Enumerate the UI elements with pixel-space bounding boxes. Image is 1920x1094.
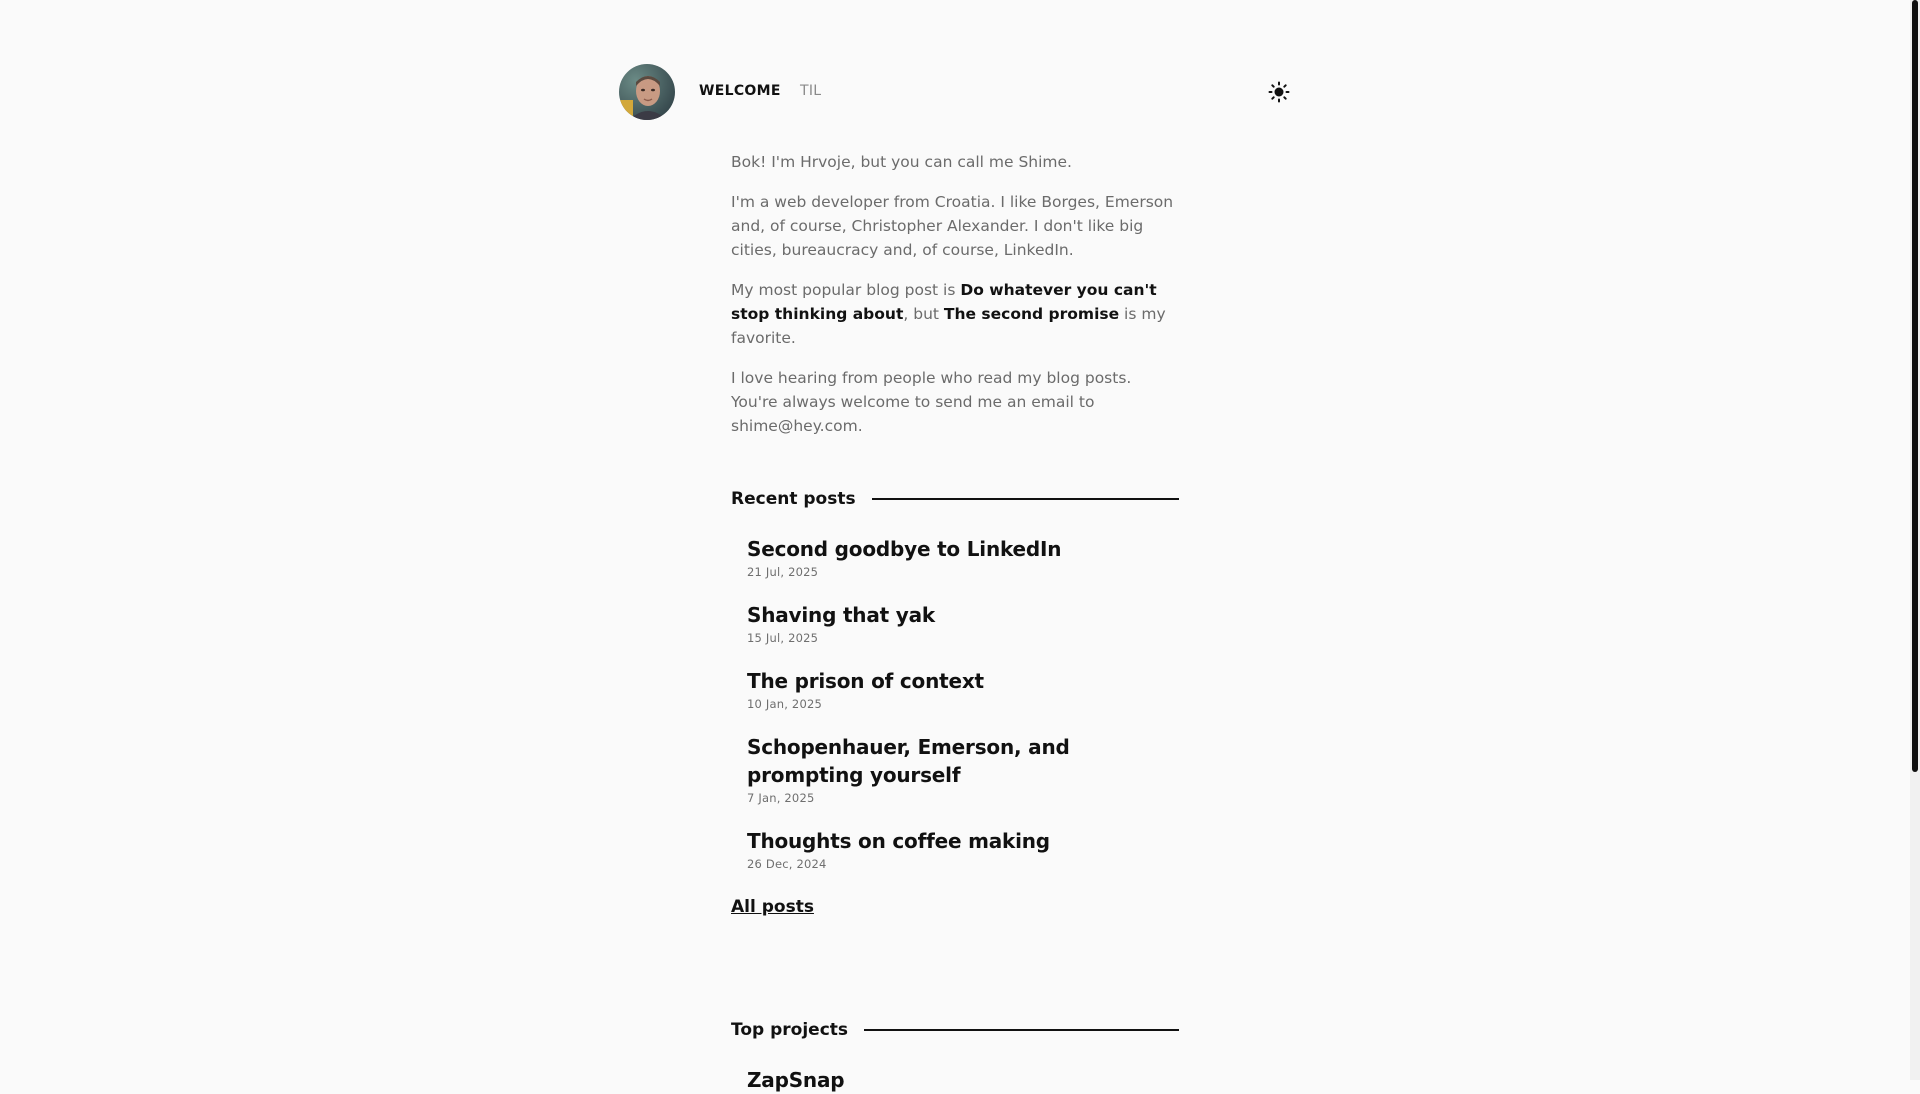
post-title[interactable]: Schopenhauer, Emerson, and prompting yourself bbox=[747, 735, 1070, 787]
intro-paragraph-4: I love hearing from people who read my blog posts. You're always welcome to send me an email to shime@hey.com. bbox=[731, 369, 1132, 435]
post-item[interactable] bbox=[747, 827, 1179, 871]
section-divider bbox=[864, 1029, 1179, 1031]
top-projects-header bbox=[731, 1018, 1179, 1042]
intro-paragraph-2: I'm a web developer from Croatia. I like Borges, Emerson and, of course, Christopher Alexander. I don't like big cities, bureaucracy and, of course, LinkedIn. bbox=[731, 193, 1174, 259]
nav-welcome[interactable]: WELCOME bbox=[699, 83, 781, 99]
post-title[interactable]: Shaving that yak bbox=[747, 603, 936, 627]
intro bbox=[731, 150, 1179, 454]
post-date: 7 Jan, 2025 bbox=[747, 791, 815, 805]
intro-paragraph-1: Bok! I'm Hrvoje, but you can call me Shime. bbox=[731, 153, 1072, 171]
recent-posts-section bbox=[731, 487, 1179, 917]
post-item[interactable] bbox=[747, 535, 1179, 579]
post-title[interactable]: Thoughts on coffee making bbox=[747, 829, 1050, 853]
intro-text: , but bbox=[903, 305, 944, 323]
intro-text: My most popular blog post is bbox=[731, 281, 961, 299]
scrollbar[interactable] bbox=[1910, 0, 1920, 1080]
post-item[interactable] bbox=[747, 667, 1179, 711]
post-title[interactable]: Second goodbye to LinkedIn bbox=[747, 537, 1062, 561]
post-date: 21 Jul, 2025 bbox=[747, 565, 819, 579]
sun-icon bbox=[1267, 80, 1291, 104]
theme-toggle-button[interactable] bbox=[1267, 80, 1291, 104]
site-header bbox=[619, 64, 1291, 120]
top-projects-title: Top projects bbox=[731, 1020, 849, 1040]
scrollbar-thumb[interactable] bbox=[1912, 0, 1918, 772]
section-divider bbox=[872, 498, 1179, 500]
post-item[interactable] bbox=[747, 601, 1179, 645]
top-projects-section bbox=[731, 1018, 1179, 1094]
post-date: 15 Jul, 2025 bbox=[747, 631, 819, 645]
nav-til[interactable]: TIL bbox=[800, 83, 822, 99]
post-item[interactable] bbox=[747, 733, 1179, 805]
project-item[interactable] bbox=[747, 1066, 1179, 1094]
all-posts-link[interactable]: All posts bbox=[731, 897, 814, 917]
recent-posts-title: Recent posts bbox=[731, 489, 856, 509]
post-date: 10 Jan, 2025 bbox=[747, 697, 822, 711]
favorite-post-link[interactable]: The second promise bbox=[943, 305, 1120, 323]
intro-paragraph-3 bbox=[731, 278, 1179, 350]
avatar[interactable] bbox=[619, 64, 675, 120]
intro-text: is my favorite. bbox=[731, 305, 1166, 347]
project-title[interactable]: ZapSnap bbox=[747, 1068, 845, 1092]
post-date: 26 Dec, 2024 bbox=[747, 857, 827, 871]
popular-post-link[interactable]: Do whatever you can't stop thinking about bbox=[731, 281, 1157, 323]
post-title[interactable]: The prison of context bbox=[747, 669, 984, 693]
recent-posts-header bbox=[731, 487, 1179, 511]
